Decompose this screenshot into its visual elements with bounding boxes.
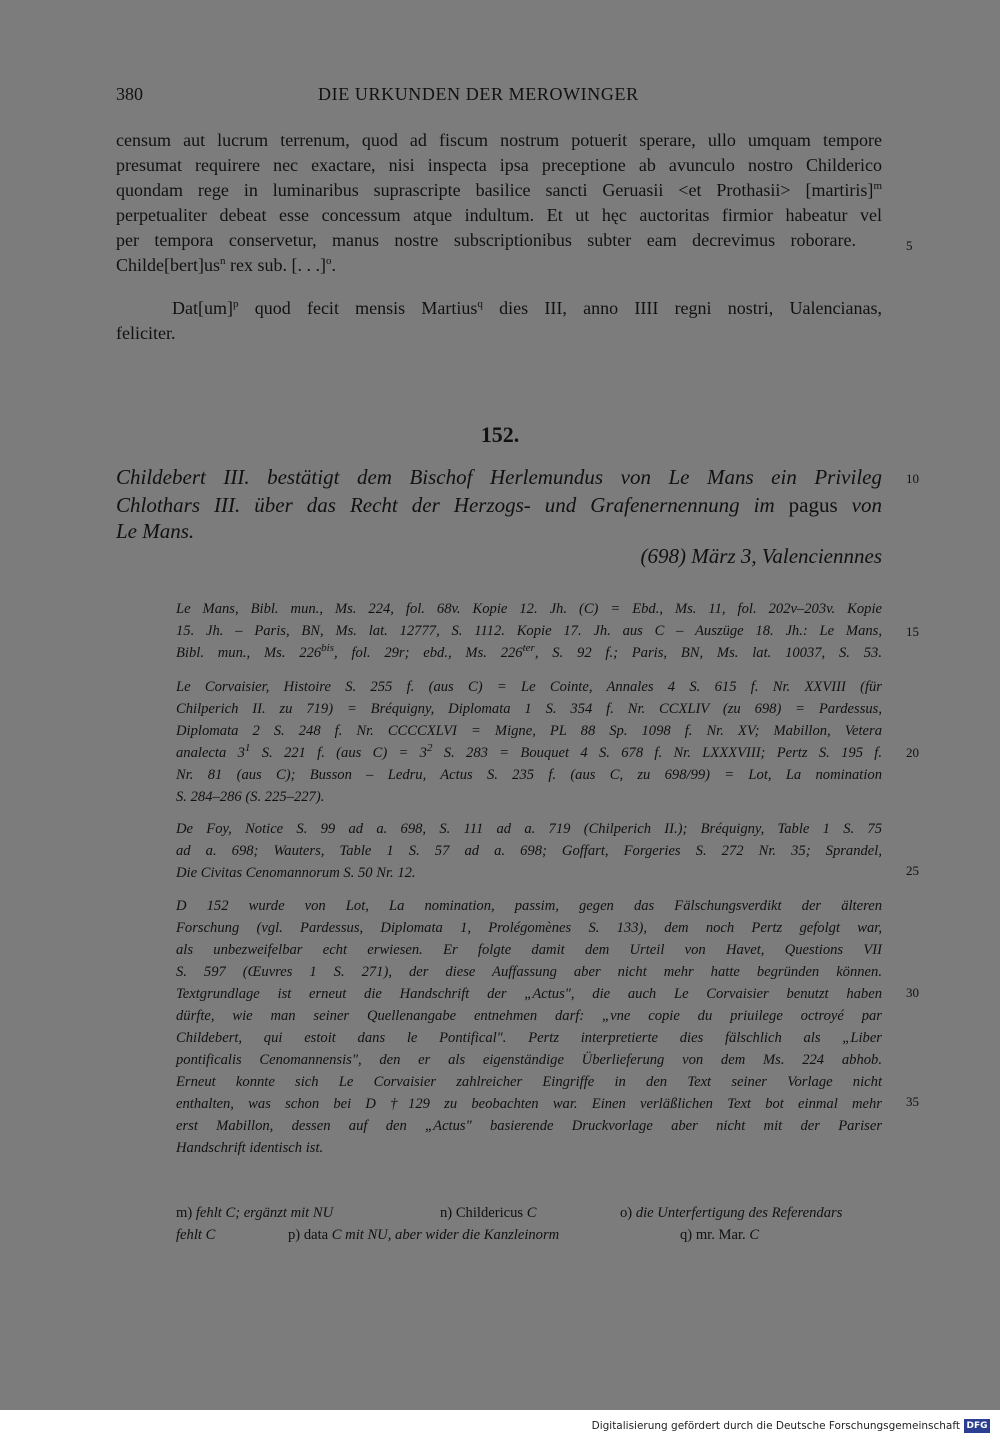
commentary-line: enthalten, was schon bei D †129 zu beobachten war. Einen verläßlichen Text bot einmal mehr [176,1096,882,1112]
literature-note: ad a. 698; Wauters, Table 1 S. 57 ad a. 698; Goffart, Forgeries S. 272 Nr. 35; Sprandel, [176,843,882,859]
date-place: (698) März 3, Valenciennnes [640,544,882,568]
funding-notice: Digitalisierung gefördert durch die Deutsche Forschungsgemeinschaft [591,1420,960,1432]
dfg-logo: DFG [964,1419,990,1433]
footnote-m [176,1202,333,1224]
footnote-q [680,1224,759,1246]
literature-note: De Foy, Notice S. 99 ad a. 698, S. 111 ad a. 719 (Chilperich II.); Bréquigny, Table 1 S. 75 [176,821,882,837]
tradition-note [176,642,882,664]
footnote-label: o) [620,1205,636,1221]
footnote-text: mr. Mar. [695,1227,746,1243]
footnote-o-continuation: fehlt C [176,1227,216,1243]
line-marker: 35 [906,1094,919,1109]
document-title-line: Le Mans. [116,519,195,543]
line-marker: 30 [906,985,919,1000]
body-line: censum aut lucrum terrenum, quod ad fiscum nostrum potuerit sperare, ullo umquam tempore [116,130,882,150]
superscript: bis [321,642,335,655]
edition-note: S. 284–286 (S. 225–227). [176,789,325,805]
footnote-label: n) [440,1205,456,1221]
superscript: ter [522,642,535,655]
note-text: S. 221 f. (aus C) = 3 [250,745,427,761]
line-marker: 10 [906,471,919,486]
signature-text: Childe[bert]us [116,255,220,275]
body-line [116,178,882,203]
body-line [116,253,336,278]
document-title-line: Childebert III. bestätigt dem Bischof Herlemundus von Le Mans ein Privileg [116,465,882,489]
footnote-text: C [745,1227,760,1243]
footnote-text: data [303,1227,329,1243]
edition-note [176,742,882,764]
title-text: pagus [774,493,838,517]
running-title: DIE URKUNDEN DER MEROWINGER [318,84,639,104]
superscript: 1 [244,742,251,755]
document-number: 152. [480,422,520,447]
body-line: per tempora conservetur, manus nostre subscriptionibus subter eam decrevimus roborare. [116,230,856,250]
body-line-text: quondam rege in luminaribus suprascripte basilice sancti Geruasii <et Prothasii> [martiris] [116,180,874,200]
dating-text: Dat[um] [172,298,233,318]
footnote-text: fehlt C; ergänzt mit NU [195,1205,334,1221]
signature-text: rex sub. [. . .] [225,255,326,275]
note-text: , S. 92 f.; Paris, BN, Ms. lat. 10037, S. 53. [534,645,882,661]
title-text: von [837,493,882,517]
footnote-ref: m [873,180,882,192]
note-text: , fol. 29r; ebd., Ms. 226 [334,645,523,661]
body-line: presumat requirere nec exactare, nisi inspecta ipsa preceptione ab avunculo nostro Childerico [116,155,882,175]
footnote-label: p) [288,1227,304,1243]
commentary-line: D 152 wurde von Lot, La nomination, passim, gegen das Fälschungsverdikt der älteren [176,898,882,914]
commentary-line: S. 597 (Œuvres 1 S. 271), der diese Auffassung aber nicht mehr hatte begründen können. [176,964,882,980]
punctuation: . [331,255,336,275]
dating-line [172,296,882,321]
body-line: perpetualiter debeat esse concessum atque indultum. Et ut hęc auctoritas firmior habeatur vel [116,205,882,225]
dating-text: dies III, anno IIII regni nostri, Ualencianas, [482,298,882,318]
footnote-ref: q [477,298,483,310]
footnote-ref: o [325,255,332,267]
edition-note: Nr. 81 (aus C); Busson – Ledru, Actus S. 235 f. (aus C, zu 698/99) = Lot, La nomination [176,767,882,783]
line-marker: 15 [906,624,919,639]
footnote-n [440,1202,537,1224]
note-text: S. 283 = Bouquet 4 S. 678 f. Nr. LXXXVIII; Pertz S. 195 f. [432,745,883,761]
tradition-note: Le Mans, Bibl. mun., Ms. 224, fol. 68v. Kopie 12. Jh. (C) = Ebd., Ms. 11, fol. 202v–203v. Kopie [176,601,882,617]
footnote-text: C [523,1205,537,1221]
tradition-note: 15. Jh. – Paris, BN, Ms. lat. 12777, S. 1112. Kopie 17. Jh. aus C – Auszüge 18. Jh.: Le Mans, [176,623,882,639]
footnote-ref: p [232,298,239,310]
footnote-text: C mit NU, aber wider die Kanzleinorm [328,1227,560,1243]
edition-note: Diplomata 2 S. 248 f. Nr. CCCCXLVI = Migne, PL 88 Sp. 1098 f. Nr. XV; Mabillon, Vetera [176,723,882,739]
line-marker: 20 [906,745,919,760]
literature-note: Die Civitas Cenomannorum S. 50 Nr. 12. [176,865,416,881]
footnote-text: die Unterfertigung des Referendars [635,1205,843,1221]
footnote-p [288,1224,559,1246]
footnote-o [620,1202,842,1224]
document-title-line [116,491,882,519]
line-marker: 5 [906,238,913,253]
page-number: 380 [116,84,143,104]
commentary-line: Childebert, qui estoit dans le Pontifical". Pertz interpretierte dies fälschlich als „Liber [176,1030,882,1046]
edition-note: Le Corvaisier, Histoire S. 255 f. (aus C) = Le Cointe, Annales 4 S. 615 f. Nr. XXVIII (für [176,679,882,695]
commentary-line: dürfte, wie man seiner Quellenangabe entnehmen darf: „vne copie du priuilege octroyé par [176,1008,882,1024]
footer [0,1410,1000,1442]
commentary-line: pontificalis Cenomannensis", den er als eigenständige Überlieferung von dem Ms. 224 abhob. [176,1052,882,1068]
footnote-label: m) [176,1205,196,1221]
superscript: 2 [426,742,433,755]
line-marker: 25 [906,863,919,878]
title-text: Chlothars III. über das Recht der Herzogs- und Grafenernennung im [116,493,775,517]
commentary-line: Handschrift identisch ist. [176,1140,324,1156]
dating-line: feliciter. [116,323,176,343]
commentary-line: als unbezweifelbar echt erwiesen. Er folgte damit dem Urteil von Havet, Questions VII [176,942,882,958]
footnote-ref: n [219,255,226,267]
footnote-label: q) [680,1227,696,1243]
commentary-line: Erneut konnte sich Le Corvaisier zahlreicher Eingriffe in den Text seiner Vorlage nicht [176,1074,882,1090]
commentary-line: erst Mabillon, dessen auf den „Actus" basierende Druckvorlage aber nicht mit der Pariser [176,1118,882,1134]
footnote-text: Childericus [455,1205,524,1221]
dating-text: quod fecit mensis Martius [238,298,478,318]
edition-note: Chilperich II. zu 719) = Bréquigny, Diplomata 1 S. 354 f. Nr. CCXLIV (zu 698) = Pardessus, [176,701,882,717]
note-text: Bibl. mun., Ms. 226 [176,645,322,661]
commentary-line: Textgrundlage ist erneut die Handschrift der „Actus", die auch Le Corvaisier benutzt haben [176,986,882,1002]
note-text: analecta 3 [176,745,245,761]
commentary-line: Forschung (vgl. Pardessus, Diplomata 1, Prolégomènes S. 133), dem noch Pertz gefolgt war, [176,920,882,936]
